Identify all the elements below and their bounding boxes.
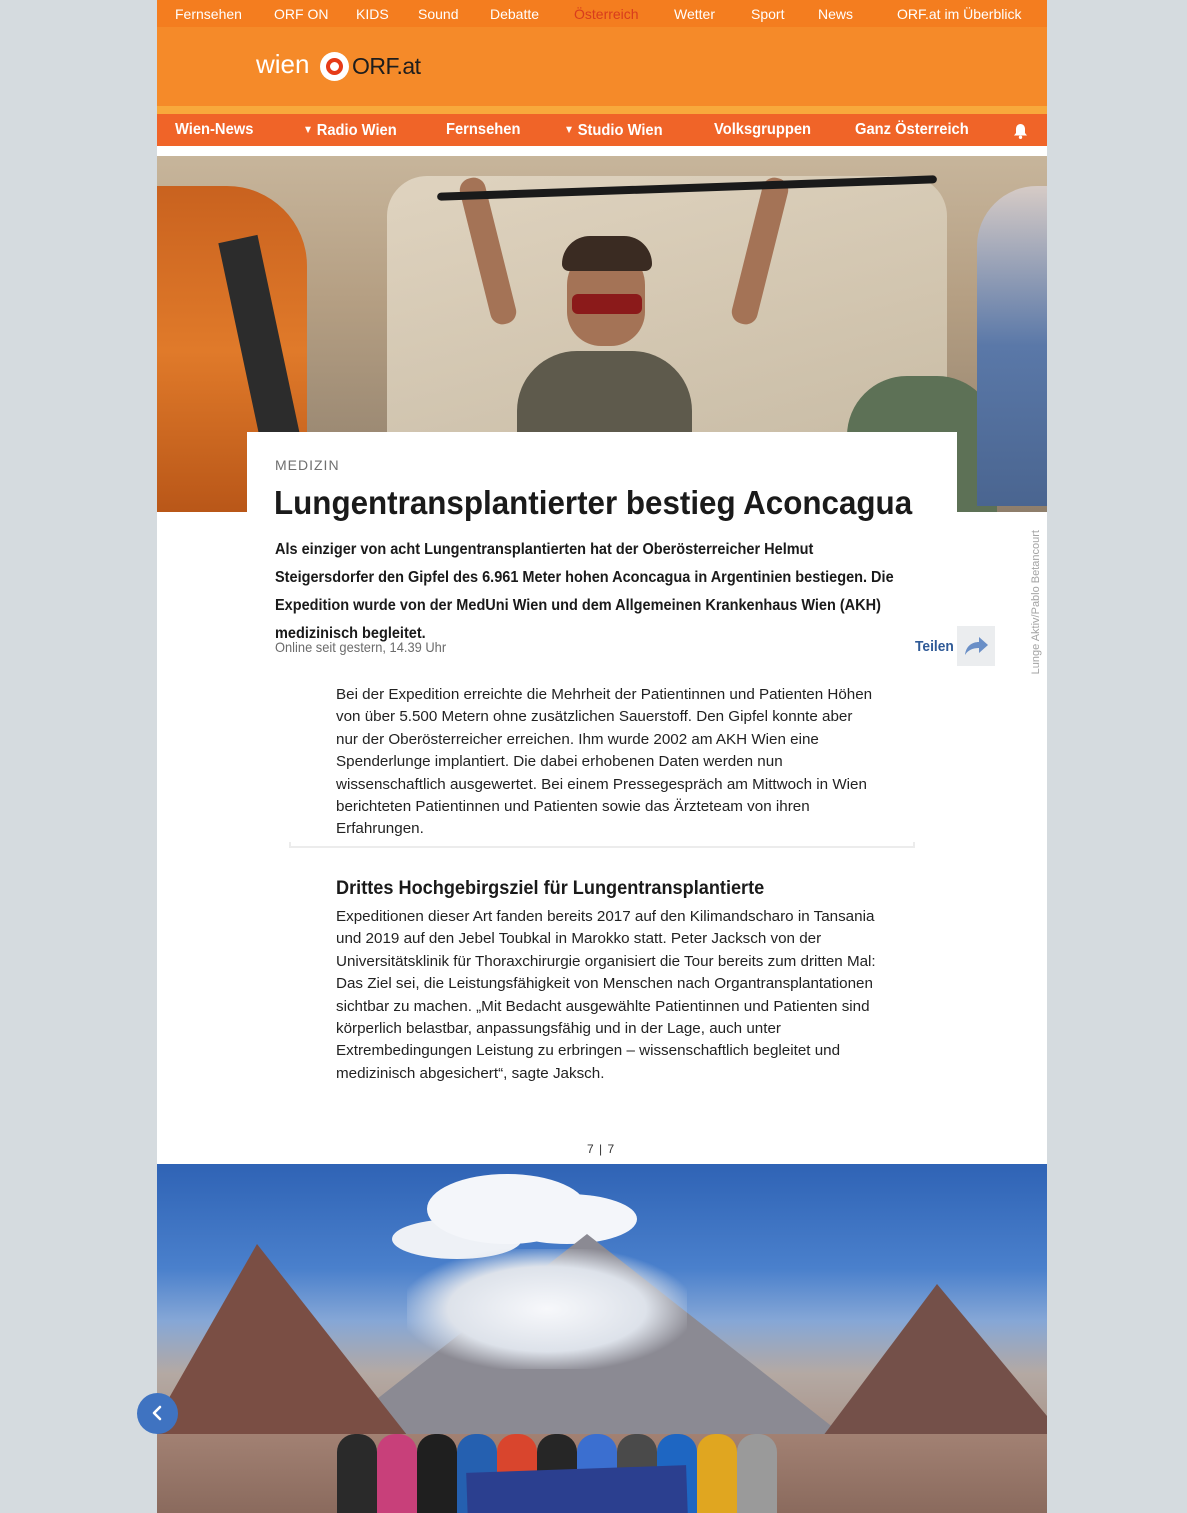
photo-credit-text: Lunge Aktiv/Pablo Betancourt [1030,530,1042,675]
top-nav-orf-on[interactable]: ORF ON [274,6,329,22]
article-timestamp: Online seit gestern, 14.39 Uhr [275,639,447,655]
brand-header [157,27,1047,106]
photo-person [417,1434,457,1513]
top-nav-fernsehen[interactable]: Fernsehen [175,6,242,22]
regnav-label: Wien-News [175,121,254,138]
article-paragraph: Bei der Expedition erreichte die Mehrheit der Patientinnen und Patienten Höhen von über 5.500 Metern ohne zusätzlichen Sauerstoff. Den Gipfel konnte aber nur der Oberösterreicher erreichen. Ihm wurde 2002 am AKH Wien eine Spenderlunge implantiert. Die dabei erhobenen Daten werden nun wissenschaftlich ausgewertet. Bei einem Pressegespräch am Mittwoch in Wien berichteten Patientinnen und Patienten sowie das Ärzteteam von ihren Erfahrungen. [336,686,873,838]
regnav-label: Radio Wien [316,122,397,139]
photo-meduni-banner [466,1465,688,1513]
regnav-fernsehen[interactable] [446,121,520,139]
photo-person [337,1434,377,1513]
bell-icon[interactable] [1013,123,1028,139]
page [157,0,1047,1513]
orf-ring-icon[interactable] [320,52,349,81]
regnav-wien-news[interactable] [175,121,253,139]
chevron-down-icon: ▼ [303,124,314,136]
article-subheading: Drittes Hochgebirgsziel für Lungentransplantierte [336,877,765,899]
regnav-volksgruppen[interactable] [714,121,811,139]
share-arrow-icon [963,635,989,657]
regnav-label: Volksgruppen [714,121,812,138]
photo-hiker-hair [562,236,652,271]
article-title: Lungentransplantierter bestieg Aconcagua [274,484,913,521]
regnav-label: Ganz Österreich [855,121,969,138]
regnav-radio-wien[interactable] [303,121,397,140]
regional-nav [157,114,1047,146]
photo-person [737,1434,777,1513]
chevron-down-icon: ▼ [564,124,575,136]
photo-person [377,1434,417,1513]
article-paragraph: Expeditionen dieser Art fanden bereits 2017 auf den Kilimandscharo in Tansania und 2019 auf den Jebel Toubkal in Marokko statt. Peter Jacksch von der Universitätsklinik für Thoraxchirurgie organisiert die Tour bereits zum dritten Mal: Das Ziel sei, die Leistungsfähigkeit von Menschen nach Organtransplantationen sichtbar zu machen. „Mit Bedacht ausgewählte Patientinnen und Patienten sind körperlich belastbar, anpassungsfähig und in der Lage, auch unter Extrembedingungen Leistung zu erbringen – wissenschaftlich begleitet und medizinisch abgesichert“, sagte Jaksch. [336,908,876,1082]
share-button[interactable] [957,626,995,666]
section-divider [289,842,915,848]
gallery-photo[interactable] [157,1164,1047,1513]
brand-strip [157,106,1047,114]
regnav-label: Studio Wien [577,122,663,139]
region-name[interactable]: wien [256,49,310,79]
top-nav-news[interactable]: News [818,6,854,22]
article-lead: Als einziger von acht Lungentransplantierten hat der Oberösterreicher Helmut Steigersdorfer den Gipfel des 6.961 Meter hohen Aconcagua in Argentinien bestiegen. Die Expedition wurde von der MedUni Wien und dem Allgemeinen Krankenhaus Wien (AKH) medizinisch begleitet. [275,541,894,642]
photo-credit [1029,530,1043,700]
chevron-left-icon [150,1405,164,1421]
top-nav-debatte[interactable]: Debatte [490,6,540,22]
regnav-label: Fernsehen [446,121,521,138]
top-nav-sound[interactable]: Sound [418,6,459,22]
gallery-counter: 7 | 7 [587,1142,616,1156]
regnav-ganz-oesterreich[interactable] [855,121,969,139]
regnav-studio-wien[interactable] [564,121,663,140]
top-nav-wetter[interactable]: Wetter [674,6,715,22]
photo-sunglasses [572,294,642,314]
top-nav-kids[interactable]: KIDS [356,6,389,22]
photo-hiker-right [977,186,1047,506]
top-nav-sport[interactable]: Sport [751,6,785,22]
article-kicker: MEDIZIN [275,457,340,473]
top-nav [157,0,1047,27]
share-label[interactable]: Teilen [915,638,954,655]
article-card [247,432,957,1132]
gallery-prev-button[interactable] [137,1393,178,1434]
top-nav-overview[interactable]: ORF.at im Überblick [897,6,1022,22]
photo-expedition-group [337,1414,807,1513]
orf-logo-text[interactable]: ORF.at [352,53,421,79]
top-nav-oesterreich[interactable]: Österreich [574,6,639,22]
photo-person [697,1434,737,1513]
